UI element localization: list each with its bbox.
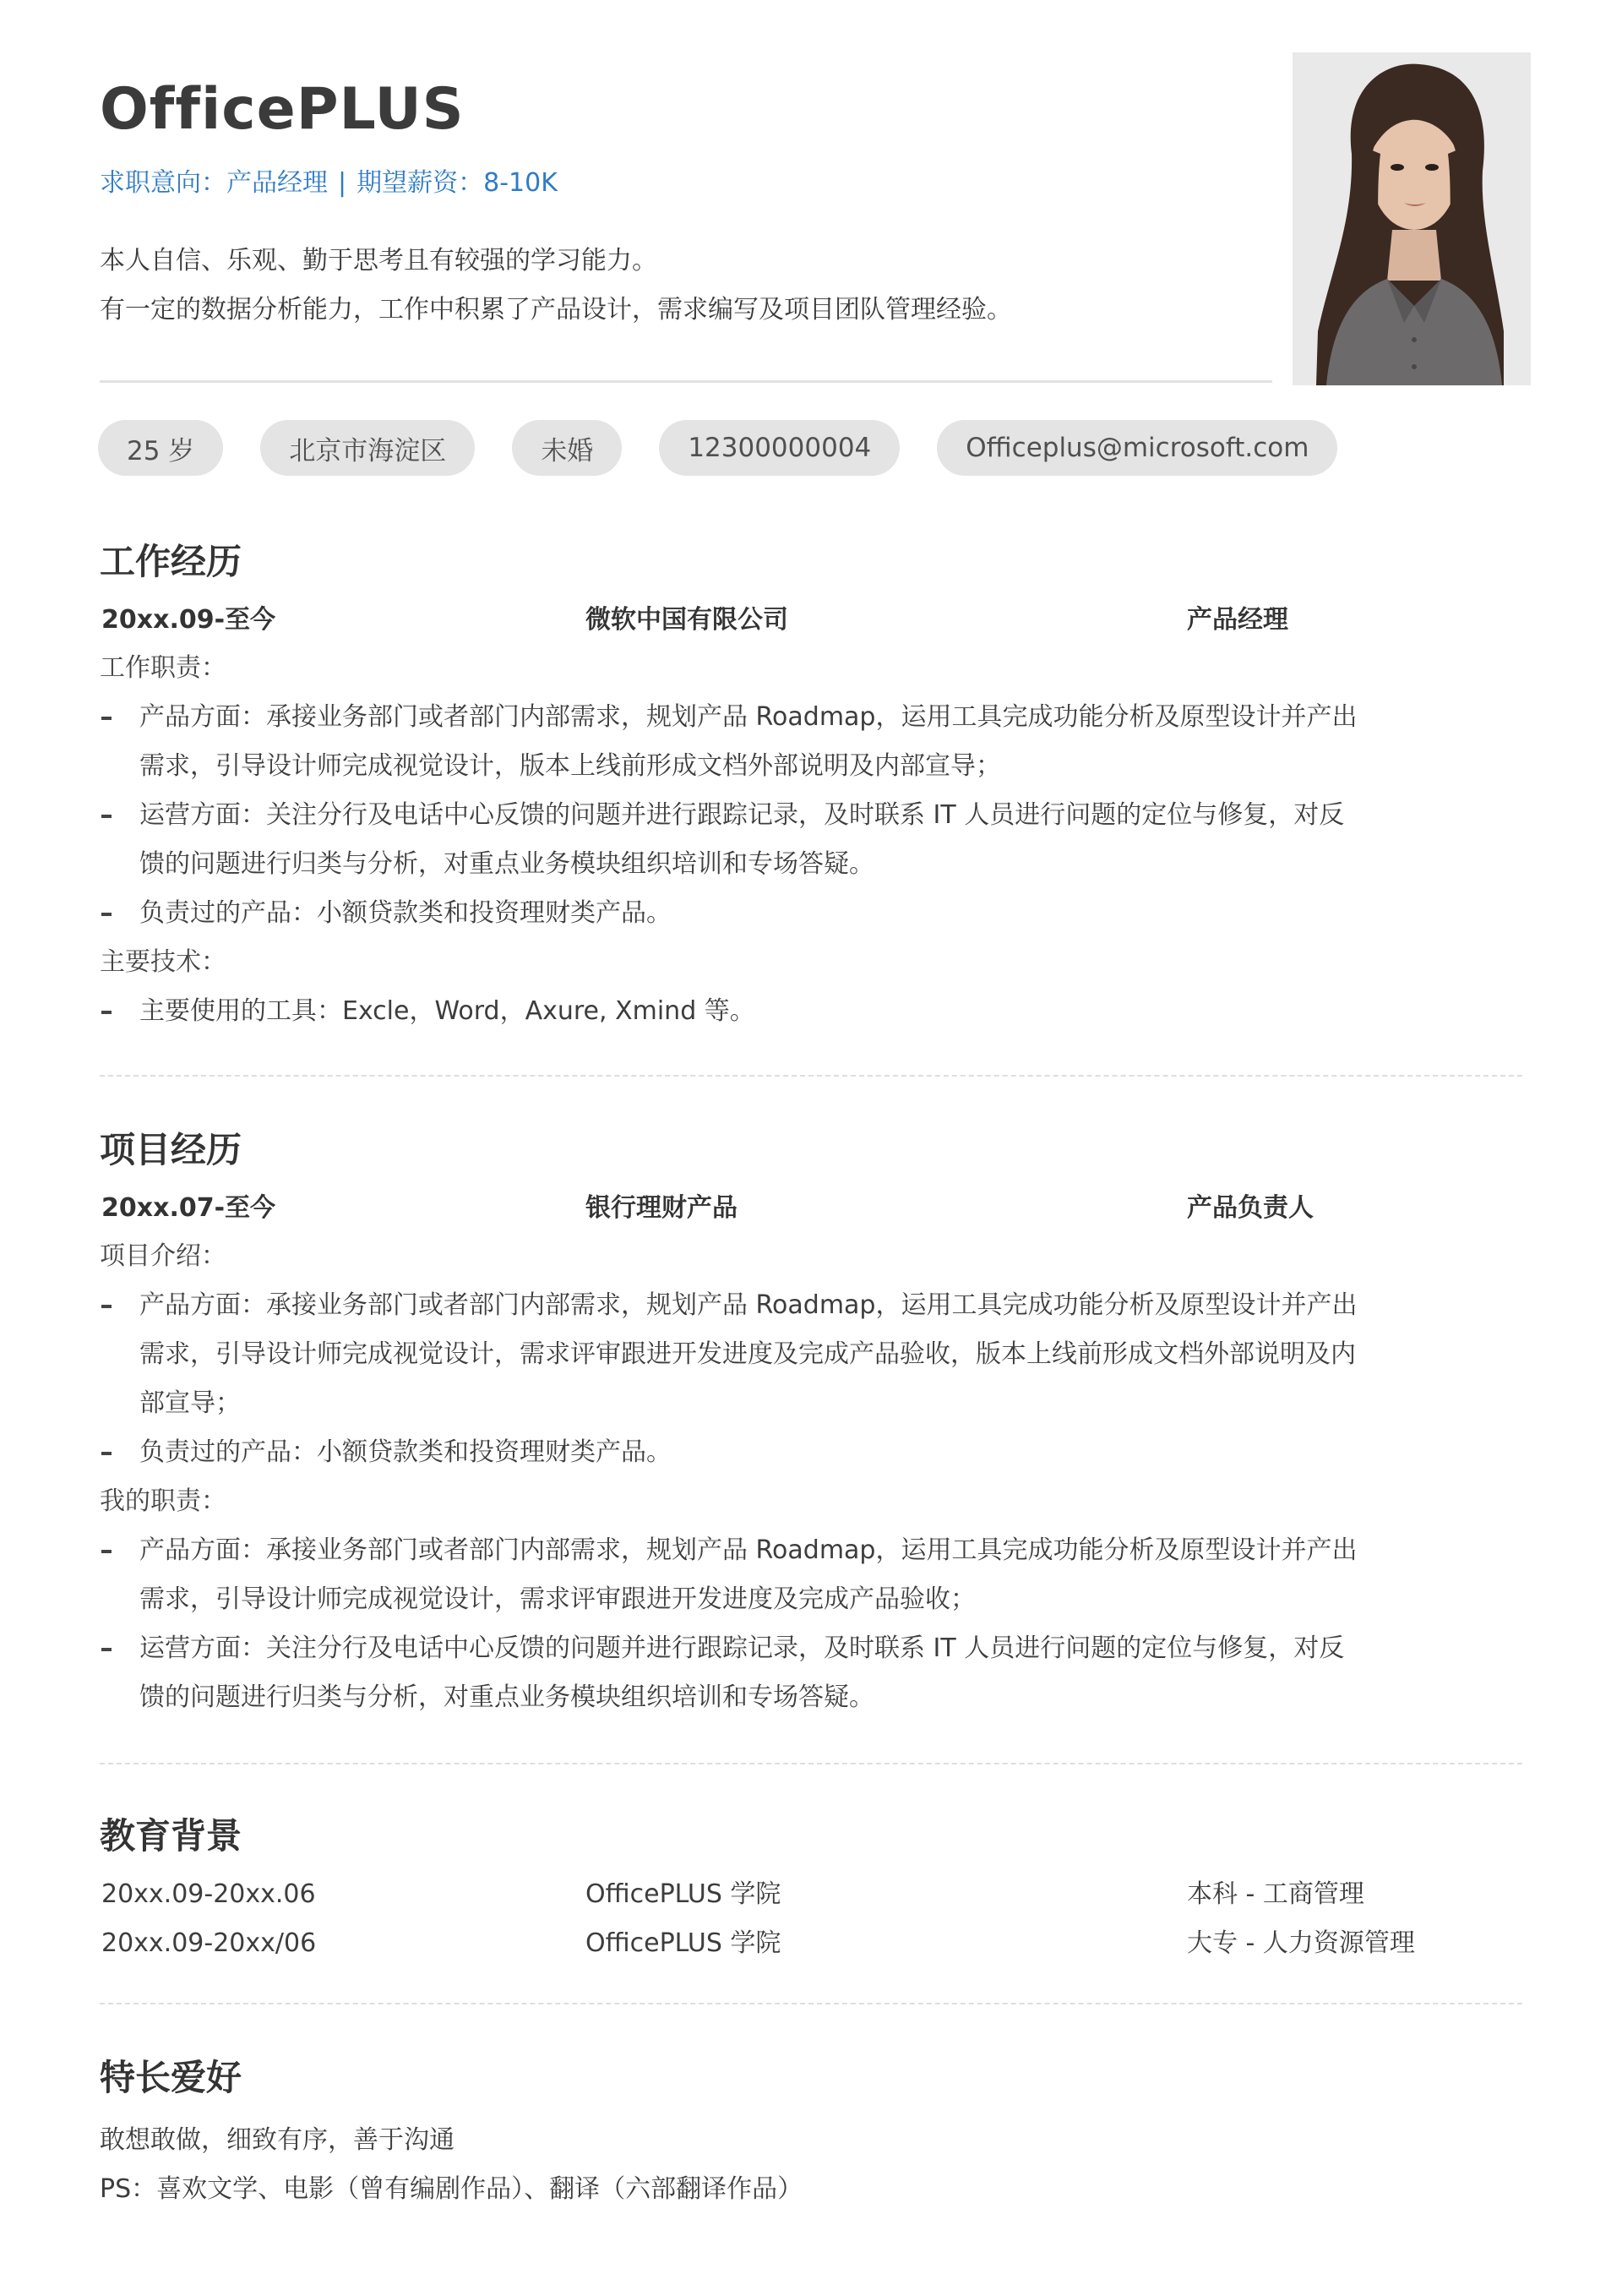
bullet-dash [101,717,112,720]
list-item-line: 馈的问题进行归类与分析，对重点业务模块组织培训和专场答疑。 [139,849,874,879]
list-item-line: 产品方面：承接业务部门或者部门内部需求，规划产品 Roadmap，运用工具完成功能分析及原型设计并产出 [139,1290,1358,1320]
work-period: 20xx.09-至今 [101,605,276,635]
duties-label: 工作职责： [100,653,226,683]
list-item-line: 产品方面：承接业务部门或者部门内部需求，规划产品 Roadmap，运用工具完成功能分析及原型设计并产出 [139,702,1358,732]
project-intro-label: 项目介绍： [100,1241,226,1271]
tag-age: 25 岁 [98,420,223,476]
project-role: 产品负责人 [1187,1193,1314,1223]
info-tags [98,420,1337,476]
intent-position: 求职意向：产品经理 [100,168,328,198]
education-section [100,1815,1522,1961]
list-item-line: 需求，引导设计师完成视觉设计，需求评审跟进开发进度及完成产品验收； [139,1584,976,1614]
header-divider [100,380,1272,383]
work-header-row [100,603,1522,637]
list-item [100,1624,1522,1722]
education-school: OfficePLUS 学院 [585,1879,781,1909]
resume-header [100,76,1274,335]
section-title: 教育背景 [100,1815,242,1857]
list-item-line: 负责过的产品：小额贷款类和投资理财类产品。 [139,1437,672,1467]
project-duties-label: 我的职责： [100,1486,226,1516]
education-school: OfficePLUS 学院 [585,1928,781,1958]
intro-line: 本人自信、乐观、勤于思考且有较强的学习能力。 [100,246,657,275]
list-item-line: 馈的问题进行归类与分析，对重点业务模块组织培训和专场答疑。 [139,1682,874,1712]
tag-phone: 12300000004 [659,420,900,476]
intent-separator: | [338,168,347,198]
section-title: 项目经历 [100,1129,242,1170]
education-row [100,1927,1522,1961]
education-period: 20xx.09-20xx/06 [101,1928,317,1958]
education-period: 20xx.09-20xx.06 [101,1879,316,1909]
list-item [100,889,1522,938]
bullet-dash [101,913,112,916]
project-header-row [100,1192,1522,1225]
list-item-line: 需求，引导设计师完成视觉设计，版本上线前形成文档外部说明及内部宣导； [139,751,1001,781]
work-experience-section [100,541,1522,1036]
tag-marital-status: 未婚 [512,420,622,476]
self-introduction [100,237,1274,335]
list-item [100,693,1522,791]
project-intro-list [100,1281,1522,1477]
section-title: 特长爱好 [100,2057,242,2098]
list-item-line: 运营方面：关注分行及电话中心反馈的问题并进行跟踪记录，及时联系 IT 人员进行问题的定位与修复，对反 [139,800,1345,830]
project-duties-list [100,1526,1522,1722]
work-company: 微软中国有限公司 [585,605,788,635]
profile-photo [1293,52,1531,385]
intro-line: 有一定的数据分析能力，工作中积累了产品设计，需求编写及项目团队管理经验。 [100,295,1012,324]
intent-salary: 期望薪资：8-10K [357,168,558,198]
bullet-dash [101,1452,112,1455]
candidate-name: OfficePLUS [100,76,465,143]
section-divider [100,2003,1522,2004]
bullet-dash [101,1648,112,1651]
list-item-line: 产品方面：承接业务部门或者部门内部需求，规划产品 Roadmap，运用工具完成功能分析及原型设计并产出 [139,1535,1358,1565]
list-item-line: 部宣导； [139,1388,241,1418]
list-item-line: 负责过的产品：小额贷款类和投资理财类产品。 [139,898,672,928]
tag-location: 北京市海淀区 [260,420,475,476]
list-item-line: 运营方面：关注分行及电话中心反馈的问题并进行跟踪记录，及时联系 IT 人员进行问题的定位与修复，对反 [139,1633,1345,1663]
job-intent [100,168,1274,198]
tag-email: Officeplus@microsoft.com [937,420,1337,476]
work-role: 产品经理 [1187,605,1288,635]
list-item-line: 主要使用的工具：Excle，Word，Axure, Xmind 等。 [139,996,755,1026]
list-item [100,987,1522,1036]
project-experience-section [100,1129,1522,1722]
bullet-dash [101,815,112,818]
hobbies-section [100,2057,1522,2214]
work-duties-list [100,693,1522,938]
list-item [100,791,1522,889]
section-divider [100,1763,1522,1764]
education-degree: 大专 - 人力资源管理 [1187,1928,1415,1958]
project-period: 20xx.07-至今 [101,1193,276,1223]
section-divider [100,1075,1522,1077]
hobby-line: 敢想敢做，细致有序，善于沟通 [100,2125,454,2155]
list-item-line: 需求，引导设计师完成视觉设计，需求评审跟进开发进度及完成产品验收，版本上线前形成文档外部说明及内 [139,1339,1356,1369]
education-degree: 本科 - 工商管理 [1187,1879,1364,1909]
hobby-line: PS：喜欢文学、电影（曾有编剧作品）、翻译（六部翻译作品） [100,2174,803,2204]
project-name: 银行理财产品 [585,1193,738,1223]
list-item [100,1526,1522,1624]
list-item [100,1281,1522,1428]
bullet-dash [101,1305,112,1308]
list-item [100,1428,1522,1477]
education-row [100,1878,1522,1912]
bullet-dash [101,1550,112,1553]
bullet-dash [101,1011,112,1014]
skills-list [100,987,1522,1036]
skills-label: 主要技术： [100,947,226,977]
section-title: 工作经历 [100,541,242,582]
